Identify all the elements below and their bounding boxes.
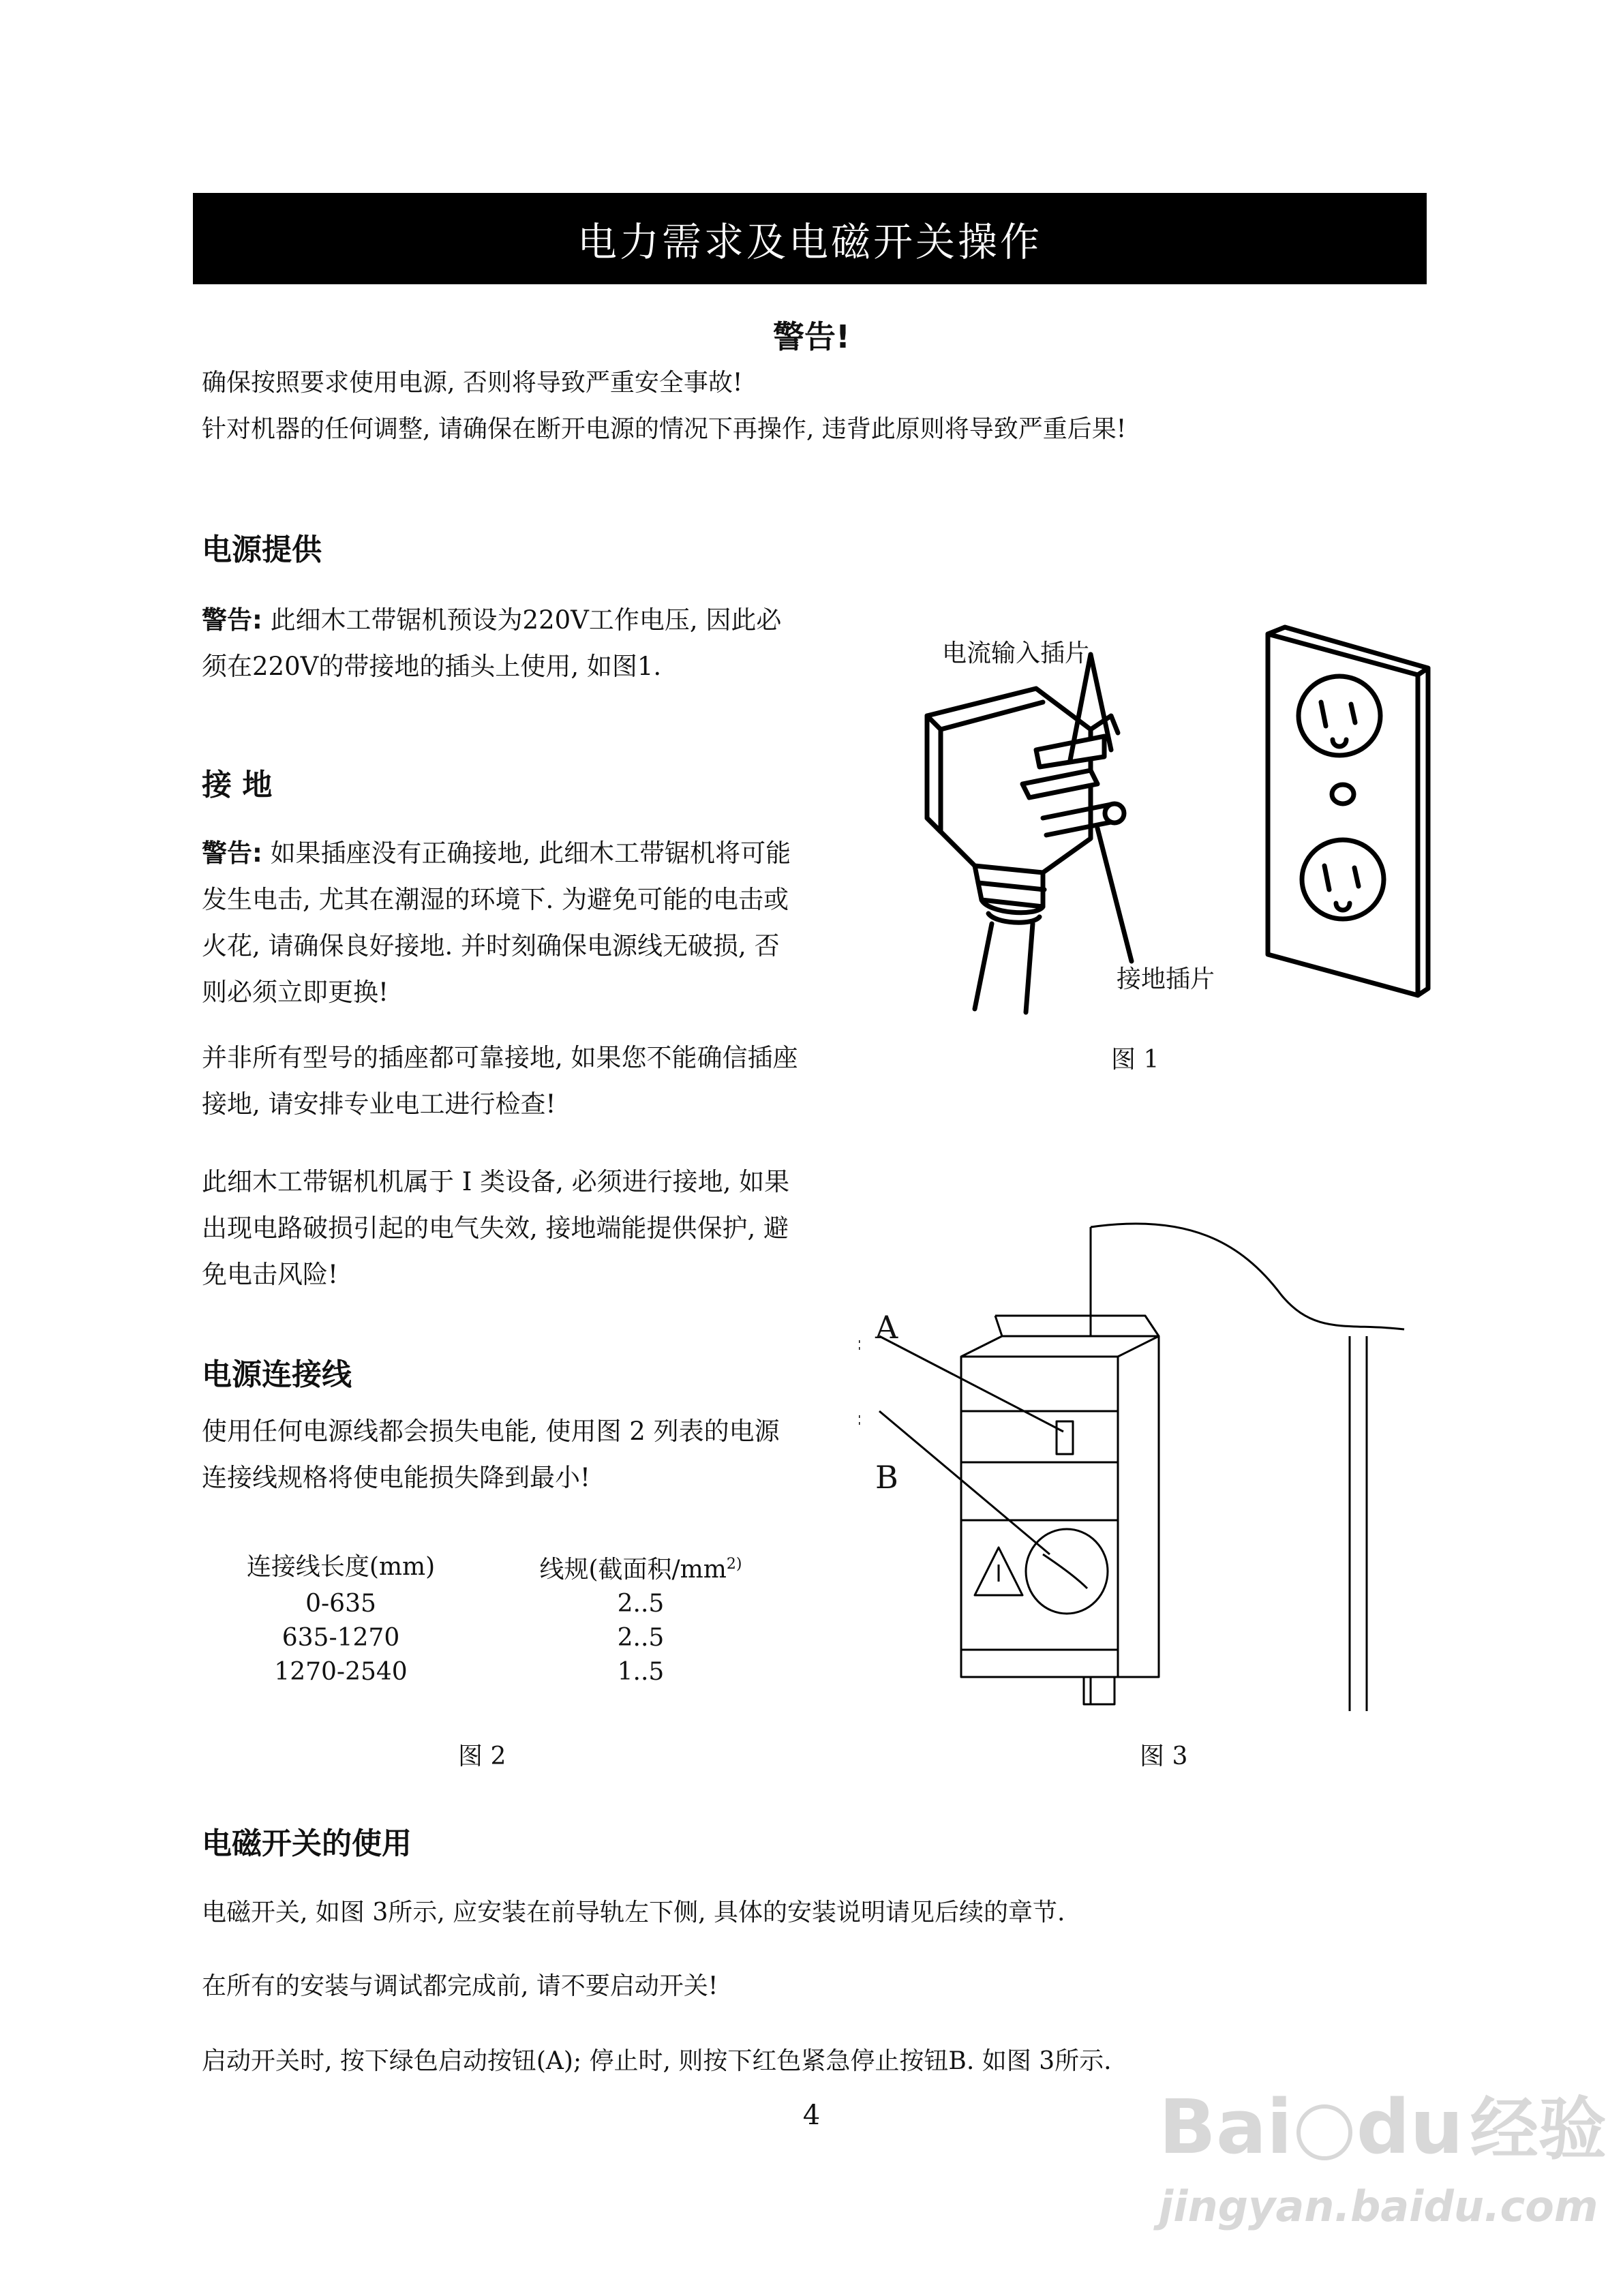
table-cell-gauge: 1..5 <box>617 1658 665 1686</box>
grounding-warn-label: 警告: <box>202 839 262 868</box>
table-header-length: 连接线长度(mm) <box>246 1553 436 1581</box>
table-cell-gauge: 2..5 <box>617 1624 665 1652</box>
switch-usage-paragraph-1: 电磁开关, 如图 3所示, 应安装在前导轨左下侧, 具体的安装说明请见后续的章节. <box>202 1899 1065 1927</box>
table-cell-length: 1270-2540 <box>274 1658 408 1686</box>
switch-usage-heading: 电磁开关的使用 <box>202 1826 412 1861</box>
power-supply-paragraph <box>202 597 802 690</box>
grounding-paragraph <box>202 830 802 1016</box>
extension-spec-table <box>225 1547 757 1689</box>
figure-1-caption: 图 1 <box>1111 1046 1159 1074</box>
watermark-brand: Bai <box>1159 2083 1292 2171</box>
warning-heading: 警告! <box>773 318 850 355</box>
page-title-bar <box>193 193 1427 284</box>
figure-1-label-ground-blade: 接地插片 <box>1117 965 1215 993</box>
figure-3 <box>859 1200 1431 1718</box>
table-header-row <box>225 1547 757 1587</box>
table-header-gauge-text: 线规(截面积/mm <box>539 1556 727 1584</box>
watermark-cn: 经验 <box>1470 2089 1607 2169</box>
switch-usage-paragraph-2: 在所有的安装与调试都完成前, 请不要启动开关! <box>202 1972 718 2000</box>
figure-1-label-input-blades: 电流输入插片 <box>942 639 1090 667</box>
warning-line-2: 针对机器的任何调整, 请确保在断开电源的情况下再操作, 违背此原则将导致严重后果! <box>202 415 1127 443</box>
table-row <box>225 1621 757 1655</box>
paw-icon <box>1296 2104 1352 2160</box>
grounding-paragraph-3: 此细木工带锯机机属于 I 类设备, 必须进行接地, 如果出现电路破损引起的电气失效, 接地端能提供保护, 避免电击风险! <box>202 1167 790 1289</box>
table-row <box>225 1587 757 1621</box>
grounding-paragraph-2: 并非所有型号的插座都可靠接地, 如果您不能确信插座接地, 请安排专业电工进行检查! <box>202 1043 798 1119</box>
figure-2-caption: 图 2 <box>458 1742 506 1770</box>
page-number: 4 <box>802 2100 821 2131</box>
extension-heading: 电源连接线 <box>202 1357 352 1392</box>
extension-spec-table-wrap <box>225 1547 757 1689</box>
magnetic-switch-illustration <box>859 1200 1431 1718</box>
table-header-gauge-sup: 2) <box>726 1556 742 1573</box>
grounding-heading: 接 地 <box>202 768 273 802</box>
grounding-text: 如果插座没有正确接地, 此细木工带锯机将可能发生电击, 尤其在潮湿的环境下. 为避免可能的电击或火花, 请确保良好接地. 并时刻确保电源线无破损, 否则必须立即更换! <box>202 839 791 1007</box>
table-row <box>225 1655 757 1689</box>
watermark-url: jingyan.baidu.com <box>1159 2181 1598 2231</box>
page-title: 电力需求及电磁开关操作 <box>577 219 1042 265</box>
baidu-watermark-logo <box>1159 2083 1607 2171</box>
watermark-brand-2: du <box>1356 2083 1463 2171</box>
figure-3-label-b: B <box>875 1459 898 1496</box>
power-supply-heading: 电源提供 <box>202 532 322 567</box>
switch-usage-paragraph-3: 启动开关时, 按下绿色启动按钮(A); 停止时, 则按下红色紧急停止按钮B. 如图 3所示. <box>202 2047 1112 2075</box>
power-supply-text: 此细木工带锯机预设为220V工作电压, 因此必须在220V的带接地的插头上使用, 如图1. <box>202 605 782 681</box>
table-cell-length: 0-635 <box>305 1590 376 1618</box>
table-cell-gauge: 2..5 <box>617 1590 665 1618</box>
extension-paragraph: 使用任何电源线都会损失电能, 使用图 2 列表的电源连接线规格将使电能损失降到最小! <box>202 1417 780 1492</box>
table-header-gauge <box>457 1547 757 1587</box>
figure-3-caption: 图 3 <box>1140 1742 1188 1770</box>
table-cell-length: 635-1270 <box>282 1624 400 1652</box>
warning-line-1: 确保按照要求使用电源, 否则将导致严重安全事故! <box>202 369 743 397</box>
power-supply-warn-label: 警告: <box>202 605 262 635</box>
figure-3-label-a: A <box>875 1309 898 1346</box>
